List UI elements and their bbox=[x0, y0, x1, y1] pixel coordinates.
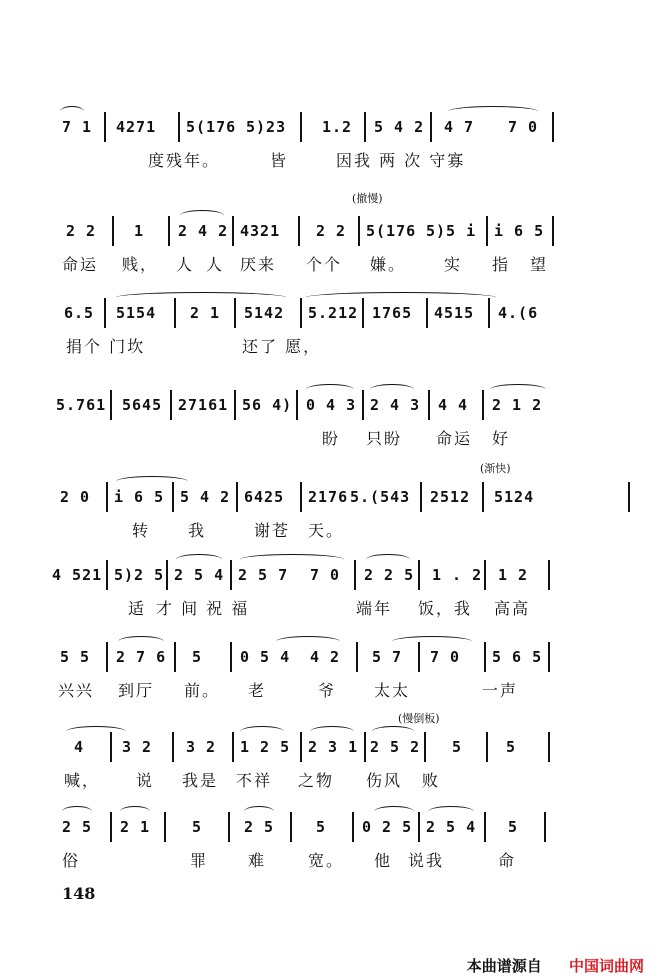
slur bbox=[374, 806, 414, 817]
notation-line bbox=[0, 808, 660, 848]
note-group: 5 7 bbox=[372, 648, 403, 666]
note-group: 5 bbox=[452, 738, 463, 756]
barline bbox=[482, 390, 484, 420]
barline bbox=[362, 298, 364, 328]
barline bbox=[106, 642, 108, 672]
barline bbox=[174, 298, 176, 328]
barline bbox=[548, 732, 550, 762]
barline bbox=[110, 812, 112, 842]
note-group: 1 . 2 bbox=[432, 566, 483, 584]
note-group: 4 521 bbox=[52, 566, 103, 584]
note-group: 2 1 bbox=[190, 304, 221, 322]
note-group: 2 1 bbox=[120, 818, 151, 836]
lyric: 一声 bbox=[482, 681, 519, 700]
note-group: 5(176 bbox=[186, 118, 237, 136]
lyric: 爷 bbox=[318, 681, 337, 700]
lyrics-line bbox=[0, 148, 660, 178]
note-group: 2 4 3 bbox=[370, 396, 421, 414]
note-group: 5 bbox=[192, 818, 203, 836]
barline bbox=[106, 560, 108, 590]
lyric: 还了 愿， bbox=[242, 337, 322, 356]
note-group: 1 2 bbox=[498, 566, 529, 584]
note-group: 4 7 bbox=[444, 118, 475, 136]
slur bbox=[66, 726, 126, 737]
lyric: 老 bbox=[248, 681, 267, 700]
barline bbox=[488, 298, 490, 328]
barline bbox=[552, 112, 554, 142]
barline bbox=[172, 482, 174, 512]
slur bbox=[448, 106, 538, 117]
note-group: 4.(6 bbox=[498, 304, 539, 322]
barline bbox=[232, 216, 234, 246]
lyric: 他 bbox=[374, 851, 393, 870]
lyric: 因我 两 次 守寡 bbox=[336, 151, 466, 170]
barline bbox=[164, 812, 166, 842]
lyric: 不祥 bbox=[236, 771, 273, 790]
lyric: 到厅 bbox=[118, 681, 155, 700]
barline bbox=[486, 732, 488, 762]
barline bbox=[364, 732, 366, 762]
slur bbox=[116, 292, 286, 303]
note-group: 4 2 bbox=[310, 648, 341, 666]
tempo-direction: (撤慢) bbox=[352, 192, 383, 205]
lyric: 适 bbox=[128, 599, 147, 618]
slur bbox=[490, 384, 546, 395]
note-group: 4 4 bbox=[438, 396, 469, 414]
barline bbox=[628, 482, 630, 512]
barline bbox=[428, 390, 430, 420]
slur bbox=[366, 554, 410, 565]
notation-line bbox=[0, 212, 660, 252]
barline bbox=[234, 390, 236, 420]
barline bbox=[178, 112, 180, 142]
lyric: 指 bbox=[492, 255, 511, 274]
tempo-direction: (慢倒板) bbox=[398, 712, 440, 725]
lyric: 败 bbox=[422, 771, 441, 790]
notation-line bbox=[0, 638, 660, 678]
lyric: 谢苍 bbox=[254, 521, 291, 540]
lyrics-line bbox=[0, 518, 660, 548]
lyrics-line bbox=[0, 252, 660, 282]
note-group: 7 1 bbox=[62, 118, 93, 136]
note-group: 3 2 bbox=[122, 738, 153, 756]
lyrics-line bbox=[0, 848, 660, 878]
note-group: 5154 bbox=[116, 304, 157, 322]
barline bbox=[300, 112, 302, 142]
note-group: 0 4 3 bbox=[306, 396, 357, 414]
barline bbox=[362, 390, 364, 420]
lyric: 好 bbox=[492, 429, 511, 448]
barline bbox=[236, 482, 238, 512]
lyric: 贱， bbox=[122, 255, 159, 274]
note-group: 2 0 bbox=[60, 488, 91, 506]
notation-line bbox=[0, 294, 660, 334]
barline bbox=[298, 216, 300, 246]
barline bbox=[424, 732, 426, 762]
lyric: 我是 bbox=[182, 771, 219, 790]
lyric: 才 间 祝 福 bbox=[156, 599, 250, 618]
lyric: 伤风 bbox=[366, 771, 403, 790]
barline bbox=[482, 482, 484, 512]
lyric: 盼 bbox=[322, 429, 341, 448]
note-group: 5124 bbox=[494, 488, 535, 506]
tempo-direction: (渐快) bbox=[480, 462, 511, 475]
lyrics-line bbox=[0, 596, 660, 626]
note-group: 5.761 bbox=[56, 396, 107, 414]
barline bbox=[228, 812, 230, 842]
note-group: 2 4 2 bbox=[178, 222, 229, 240]
barline bbox=[230, 560, 232, 590]
lyric: 之物 bbox=[298, 771, 335, 790]
lyric: 我 bbox=[188, 521, 207, 540]
barline bbox=[290, 812, 292, 842]
note-group: 2 5 7 bbox=[238, 566, 289, 584]
lyric: 实 bbox=[444, 255, 463, 274]
lyric: 度残年。 bbox=[148, 151, 221, 170]
barline bbox=[172, 732, 174, 762]
slur bbox=[176, 554, 222, 565]
lyric: 转 bbox=[132, 521, 151, 540]
barline bbox=[358, 216, 360, 246]
note-group: 5 bbox=[316, 818, 327, 836]
lyric: 人 bbox=[206, 255, 225, 274]
barline bbox=[110, 390, 112, 420]
slur bbox=[372, 726, 414, 737]
site-link[interactable]: 中国词曲网 bbox=[568, 957, 644, 975]
note-group: 2 3 1 bbox=[308, 738, 359, 756]
lyric: 命运 bbox=[436, 429, 473, 448]
note-group: 5 bbox=[508, 818, 519, 836]
note-group: 2512 bbox=[430, 488, 471, 506]
note-group: 2 7 6 bbox=[116, 648, 167, 666]
notation-line bbox=[0, 386, 660, 426]
barline bbox=[426, 298, 428, 328]
lyric: 说 bbox=[136, 771, 155, 790]
page-number: 148 bbox=[62, 884, 96, 903]
note-group: 3 2 bbox=[186, 738, 217, 756]
lyric: 饭，我 bbox=[418, 599, 473, 618]
note-group: 1.2 bbox=[322, 118, 353, 136]
barline bbox=[486, 216, 488, 246]
slur bbox=[120, 806, 150, 817]
note-group: 5)5 i bbox=[426, 222, 477, 240]
slur bbox=[276, 636, 340, 647]
note-group: 5 5 bbox=[60, 648, 91, 666]
note-group: 5.(543 bbox=[350, 488, 411, 506]
lyric: 捐个 门坎 bbox=[66, 337, 146, 356]
lyric: 厌来 bbox=[240, 255, 277, 274]
note-group: 4515 bbox=[434, 304, 475, 322]
note-group: 0 2 5 bbox=[362, 818, 413, 836]
barline bbox=[356, 642, 358, 672]
note-group: 2 5 2 bbox=[370, 738, 421, 756]
barline bbox=[552, 216, 554, 246]
note-group: 4321 bbox=[240, 222, 281, 240]
barline bbox=[300, 482, 302, 512]
barline bbox=[168, 216, 170, 246]
note-group: 5 4 2 bbox=[180, 488, 231, 506]
lyric: 高高 bbox=[494, 599, 531, 618]
note-group: 5)2 5 bbox=[114, 566, 165, 584]
slur bbox=[244, 806, 274, 817]
notation-line bbox=[0, 478, 660, 518]
note-group: 5 bbox=[192, 648, 203, 666]
note-group: 0 5 4 bbox=[240, 648, 291, 666]
note-group: 5(176 bbox=[366, 222, 417, 240]
slur bbox=[62, 806, 92, 817]
note-group: 2 5 bbox=[244, 818, 275, 836]
notation-line bbox=[0, 728, 660, 768]
note-group: 5645 bbox=[122, 396, 163, 414]
note-group: 2 2 bbox=[316, 222, 347, 240]
barline bbox=[112, 216, 114, 246]
slur bbox=[370, 384, 414, 395]
slur bbox=[60, 106, 84, 117]
lyric: 兴兴 bbox=[58, 681, 95, 700]
lyric: 命运 bbox=[62, 255, 99, 274]
notation-line bbox=[0, 556, 660, 596]
lyric: 俗 bbox=[62, 851, 81, 870]
note-group: 7 0 bbox=[508, 118, 539, 136]
barline bbox=[364, 112, 366, 142]
note-group: 4271 bbox=[116, 118, 157, 136]
note-group: 2 2 bbox=[66, 222, 97, 240]
barline bbox=[354, 560, 356, 590]
note-group: 6.5 bbox=[64, 304, 95, 322]
note-group: 1 2 5 bbox=[240, 738, 291, 756]
barline bbox=[544, 812, 546, 842]
barline bbox=[430, 112, 432, 142]
barline bbox=[418, 560, 420, 590]
lyrics-line bbox=[0, 678, 660, 708]
note-group: 5 4 2 bbox=[374, 118, 425, 136]
slur bbox=[310, 726, 354, 737]
barline bbox=[300, 732, 302, 762]
lyric: 喊， bbox=[64, 771, 101, 790]
lyric: 太太 bbox=[374, 681, 411, 700]
lyric: 只盼 bbox=[366, 429, 403, 448]
barline bbox=[166, 560, 168, 590]
note-group: 2 1 2 bbox=[492, 396, 543, 414]
lyric: 难 bbox=[248, 851, 267, 870]
note-group: 1765 bbox=[372, 304, 413, 322]
lyric: 人 bbox=[176, 255, 195, 274]
slur bbox=[306, 384, 354, 395]
slur bbox=[428, 806, 474, 817]
note-group: 5)23 bbox=[246, 118, 287, 136]
barline bbox=[352, 812, 354, 842]
slur bbox=[116, 476, 188, 487]
barline bbox=[234, 298, 236, 328]
lyric: 罪 bbox=[190, 851, 209, 870]
barline bbox=[170, 390, 172, 420]
note-group: 5.212 bbox=[308, 304, 359, 322]
lyrics-line bbox=[0, 334, 660, 364]
barline bbox=[484, 812, 486, 842]
note-group: i 6 5 bbox=[494, 222, 545, 240]
barline bbox=[420, 482, 422, 512]
barline bbox=[174, 642, 176, 672]
note-group: 5 bbox=[506, 738, 517, 756]
lyric: 宽。 bbox=[308, 851, 345, 870]
note-group: 2 5 4 bbox=[426, 818, 477, 836]
note-group: 1 bbox=[134, 222, 145, 240]
note-group: 7 0 bbox=[310, 566, 341, 584]
slur bbox=[180, 210, 224, 221]
slur bbox=[392, 636, 472, 647]
lyric: 端年 bbox=[356, 599, 393, 618]
note-group: i 6 5 bbox=[114, 488, 165, 506]
lyrics-line bbox=[0, 768, 660, 798]
barline bbox=[232, 732, 234, 762]
barline bbox=[106, 482, 108, 512]
barline bbox=[484, 642, 486, 672]
lyric: 前。 bbox=[184, 681, 221, 700]
barline bbox=[548, 642, 550, 672]
slur bbox=[240, 726, 284, 737]
barline bbox=[230, 642, 232, 672]
lyric: 命 bbox=[498, 851, 517, 870]
barline bbox=[104, 112, 106, 142]
source-footer bbox=[467, 955, 644, 976]
barline bbox=[418, 812, 420, 842]
slur bbox=[240, 554, 344, 565]
slur bbox=[118, 636, 164, 647]
barline bbox=[548, 560, 550, 590]
note-group: 2 2 5 bbox=[364, 566, 415, 584]
lyric: 天。 bbox=[308, 521, 345, 540]
lyric: 望 bbox=[530, 255, 549, 274]
note-group: 56 4) bbox=[242, 396, 293, 414]
lyric: 嫌。 bbox=[370, 255, 407, 274]
note-group: 2 5 4 bbox=[174, 566, 225, 584]
lyric: 说我 bbox=[408, 851, 445, 870]
note-group: 27161 bbox=[178, 396, 229, 414]
lyric: 个个 bbox=[306, 255, 343, 274]
note-group: 2 5 bbox=[62, 818, 93, 836]
lyrics-line bbox=[0, 426, 660, 456]
source-label: 本曲谱源自 bbox=[466, 957, 542, 975]
barline bbox=[300, 298, 302, 328]
barline bbox=[104, 298, 106, 328]
barline bbox=[110, 732, 112, 762]
note-group: 5 6 5 bbox=[492, 648, 543, 666]
note-group: 7 0 bbox=[430, 648, 461, 666]
note-group: 4 bbox=[74, 738, 85, 756]
notation-line bbox=[0, 108, 660, 148]
barline bbox=[296, 390, 298, 420]
note-group: 2176 bbox=[308, 488, 349, 506]
note-group: 5142 bbox=[244, 304, 285, 322]
slur bbox=[306, 292, 496, 303]
lyric: 皆 bbox=[270, 151, 289, 170]
barline bbox=[484, 560, 486, 590]
note-group: 6425 bbox=[244, 488, 285, 506]
